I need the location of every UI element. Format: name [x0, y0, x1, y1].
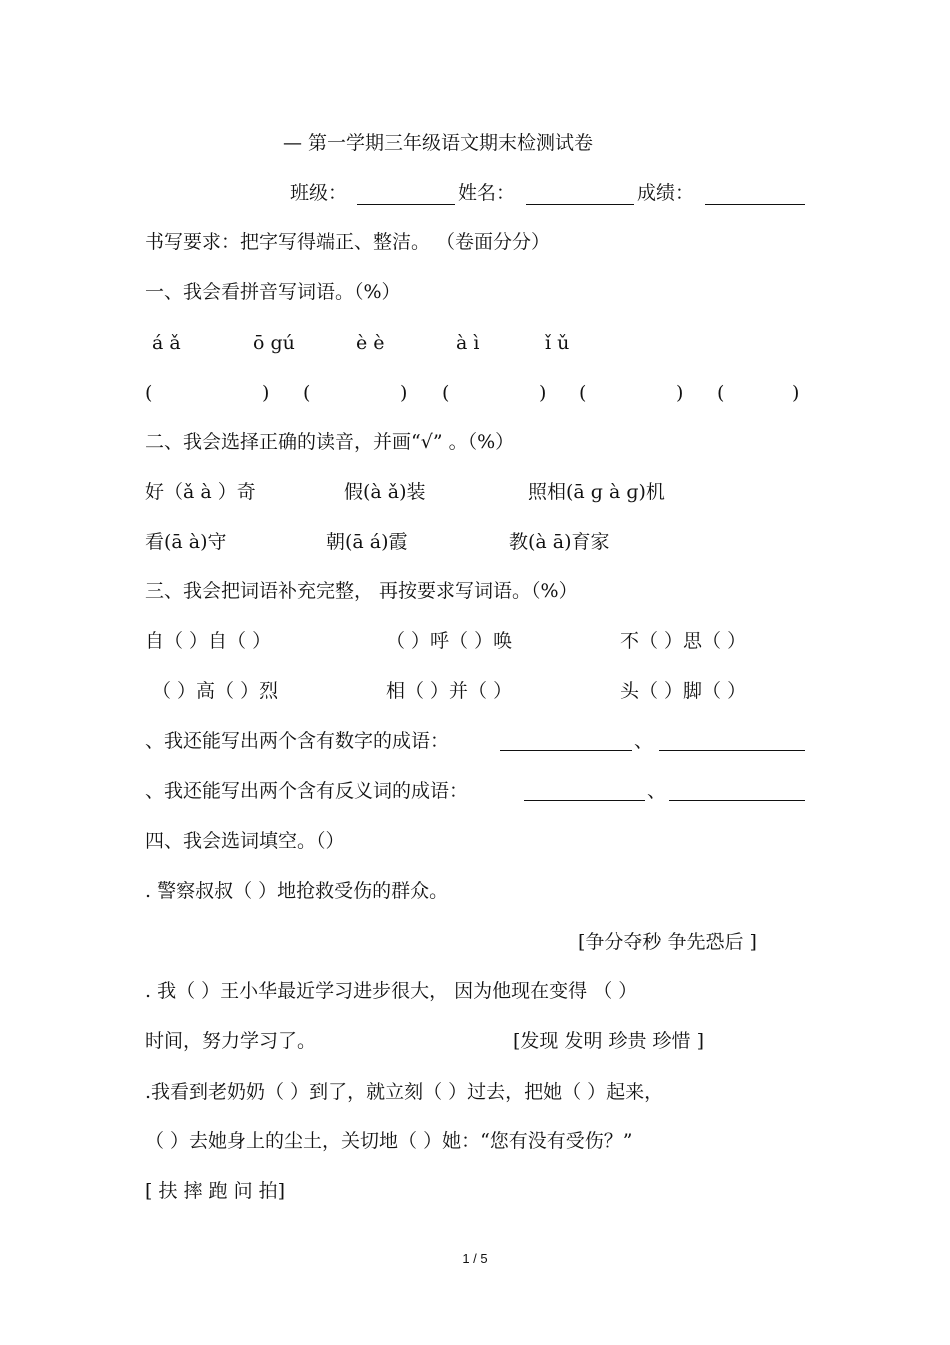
q3-antonym-idiom-prompt: 、我还能写出两个含有反义词的成语：	[145, 780, 469, 802]
q2-item-2: 假(à ǎ)装	[344, 481, 426, 503]
q4-heading: 四、我会选词填空。（）	[145, 830, 345, 852]
q4-options-3: [ 扶 摔 跑 问 拍]	[145, 1180, 286, 1202]
q1-paren-close-3: )	[539, 382, 547, 404]
q1-paren-close-4: )	[676, 382, 684, 404]
q3-row1-item-3: 不（ ）思（ ）	[620, 630, 747, 652]
writing-requirement: 书写要求：把字写得端正、整洁。 （卷面分分）	[145, 231, 551, 253]
name-label: 姓名：	[458, 182, 516, 204]
q2-item-1: 好（ǎ à ）奇	[145, 481, 256, 503]
q4-sentence-2b: 时间，努力学习了。	[145, 1030, 317, 1052]
q2-item-5: 朝(ā á)霞	[326, 531, 408, 553]
q4-sentence-3a: .我看到老奶奶（ ）到了，就立刻（ ）过去，把她（ ）起来，	[145, 1081, 664, 1103]
q1-pinyin-1: á ǎ	[152, 332, 181, 354]
number-idiom-blank-2[interactable]	[659, 726, 805, 751]
q1-paren-open-2: (	[303, 382, 311, 404]
q1-pinyin-4: à ì	[456, 332, 480, 354]
class-blank[interactable]	[357, 180, 455, 205]
q1-paren-open-5: (	[717, 382, 725, 404]
q1-paren-close-5: )	[792, 382, 800, 404]
number-idiom-separator: 、	[634, 730, 654, 752]
q3-row1-item-2: （ ）呼（ ）唤	[386, 630, 513, 652]
q3-row2-item-3: 头（ ）脚（ ）	[620, 680, 747, 702]
antonym-idiom-blank-2[interactable]	[669, 776, 805, 801]
antonym-idiom-separator: 、	[647, 780, 667, 802]
q4-sentence-2a: . 我（ ）王小华最近学习进步很大， 因为他现在变得 （ ）	[145, 980, 638, 1002]
q1-pinyin-2: ō gú	[253, 332, 295, 354]
class-label: 班级：	[290, 182, 348, 204]
q3-row2-item-2: 相（ ）并（ ）	[386, 680, 513, 702]
q1-paren-open-3: (	[442, 382, 450, 404]
page-number: 1 / 5	[462, 1251, 488, 1266]
name-blank[interactable]	[526, 180, 634, 205]
q3-row1-item-1: 自（ ）自（ ）	[145, 630, 272, 652]
q2-item-3: 照相(ā ɡ à ɡ)机	[528, 481, 665, 503]
q4-sentence-3b: （ ）去她身上的尘土，关切地（ ）她：“您有没有受伤？”	[145, 1130, 633, 1152]
q1-pinyin-5: ǐ ǔ	[545, 332, 570, 354]
q3-heading: 三、我会把词语补充完整， 再按要求写词语。（%）	[145, 580, 578, 602]
q1-paren-close-1: )	[262, 382, 270, 404]
q2-item-4: 看(ā à)守	[145, 531, 227, 553]
q4-options-2: [发现 发明 珍贵 珍惜 ]	[513, 1030, 704, 1052]
q2-heading: 二、我会选择正确的读音，并画“√” 。（%）	[145, 431, 515, 453]
exam-title: — 第一学期三年级语文期末检测试卷	[283, 132, 594, 154]
q1-paren-close-2: )	[400, 382, 408, 404]
antonym-idiom-blank-1[interactable]	[524, 776, 645, 801]
score-blank[interactable]	[705, 180, 805, 205]
q3-number-idiom-prompt: 、我还能写出两个含有数字的成语：	[145, 730, 450, 752]
q4-sentence-1: . 警察叔叔（ ）地抢救受伤的群众。	[145, 880, 449, 902]
q3-row2-item-1: （ ）高（ ）烈	[152, 680, 279, 702]
q4-options-1: [争分夺秒 争先恐后 ]	[578, 931, 757, 953]
q1-paren-open-4: (	[579, 382, 587, 404]
score-label: 成绩：	[637, 182, 695, 204]
q1-pinyin-3: è è	[356, 332, 385, 354]
number-idiom-blank-1[interactable]	[500, 726, 632, 751]
q2-item-6: 教(à ā)育家	[509, 531, 610, 553]
q1-heading: 一、我会看拼音写词语。（%）	[145, 281, 401, 303]
q1-paren-open-1: (	[145, 382, 153, 404]
